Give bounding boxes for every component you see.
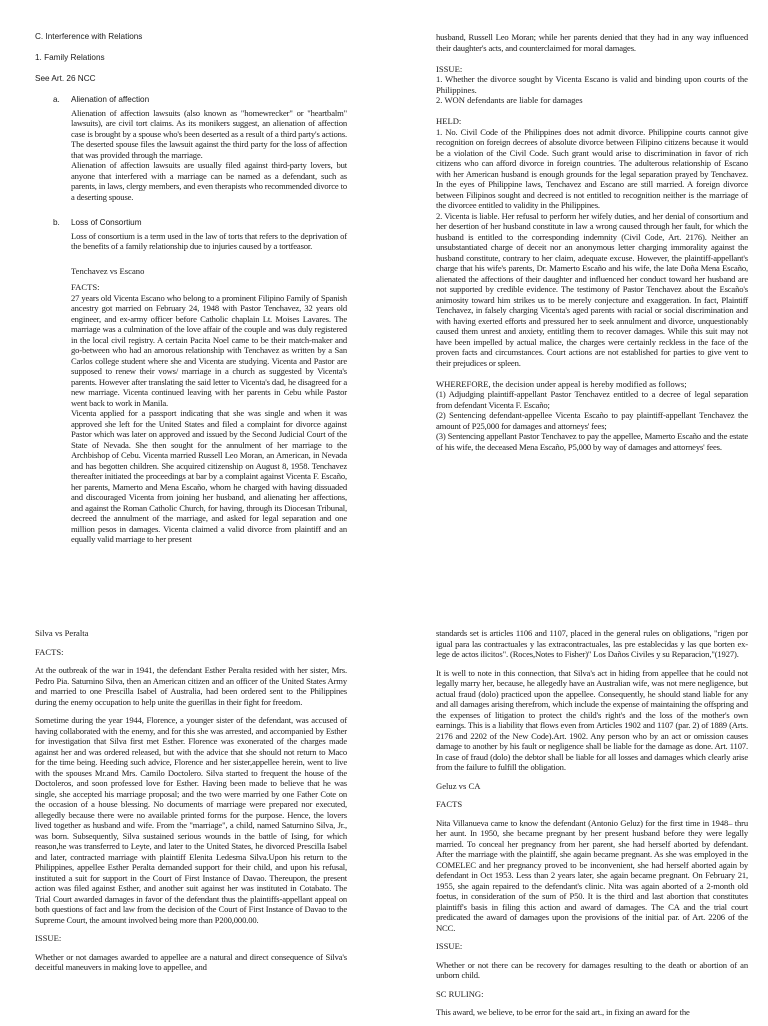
column-bottom-left (35, 628, 347, 981)
paragraph: Whether or not damages awarded to appellee are a natural and direct consequence of Silva's deceitful maneuvers in making love to appellee, and (35, 951, 347, 972)
case-title: Geluz vs CA (436, 780, 481, 791)
issue-item: 1. Whether the divorce sought by Vicenta Escano is valid and binding upon courts of the Philippines. (436, 74, 748, 95)
dispositive-item: (2) Sentencing defendant-appellee Vicenta Escaño to pay plaintiff-appellant Tenchavez the amount of P25,000 for damages and attorneys' fees; (436, 410, 748, 431)
issue-label: ISSUE: (436, 63, 463, 74)
column-top-left (35, 32, 347, 545)
paragraph: 1. No. Civil Code of the Philippines does not admit divorce. Philippine courts cannot give recognition on foreign decrees of absolute divorce between Filipino citizens because it would be a violation of the Civil Code. Such grant would arise to discrimination in favor of rich citizens who can afford divorce in foreign countries. The adulterous relationship of Escano with her American husband is enough grounds for the legal separation prayed by Tenchavez. In the eyes of Philippine laws, Tenchavez and Escano are still married. A foreign divorce between Filipinos sought and decreed is not entitled to recognition neither is the marriage of the divorcee entitled to validity in the Philippines. (436, 126, 748, 210)
paragraph: Sometime during the year 1944, Florence, a younger sister of the defendant, was accused of having collaborated with the enemy, and for this she was arrested, and accompanied by Esther for investigation that Silva first met Esther. Florence was exonerated of the charges made against her and was ordered released, but with the advice that she should not return to Maco for the time being. Heeding such advice, Florence and her sister,appellee herein, went to live with the spouses Mr.and Mrs. Camilo Doctolero. Silva started to frequent the house of the Doctoleros, and soon professed love for Esther. Having been made to believe that he was single, she accepted his marriage proposal; and the two were married by one Father Cote on the occasion of a house blessing. No documents of marriage were prepared nor executed, allegedly because there were no available printed forms for the purpose. Hence, the lovers lived together as husband and wife. From the "marriage", a child, named Saturnino Silva, Jr., was born. Subsequently, Silva sustained serious wounds in the battle of Ising, for which reason,he was transferred to Leyte, and later to the United States, he divorced Prescilla Isabel and later, contracted marriage with plaintiff Elenita Ledesma Silva.Upon his return to the Philippines, appellee Esther Peralta demanded support for their child, and upon his refusal, instituted a suit for support in the Court of First Instance of Davao. Thereupon, the present action was filed against Esther, and another suit against her was instituted in Cotabato. The Trial Court awarded damages in favor of the defendant thus the plaintiffs-appellant appeal on both questions of fact and law from the decision of the Court of First Instance of Davao to the Supreme Court, the amount involved being more than P200,000.00. (35, 715, 347, 925)
paragraph: Whether or not there can be recovery for damages resulting to the death or abortion of an unborn child. (436, 959, 748, 980)
list-item-title: Alienation of affection (71, 95, 150, 104)
list-item-b-header (35, 218, 347, 229)
paragraph: Alienation of affection lawsuits are usually filed against third-party lovers, but anyone that interfered with a marriage can be named as a defendant, such as parents, in laws, clergy members, and even therapists who recommended divorce to a deserting spouse. (71, 160, 347, 202)
list-item-a-body (35, 108, 347, 203)
held-label: HELD: (436, 116, 462, 126)
paragraph: 27 years old Vicenta Escano who belong to a prominent Filipino Family of Spanish ancestry got married on February 24, 1948 with Pastor Tenchavez, 32 years old engineer, and ex-army officer before Catholic chaplain Lt. Moises Lavares. The marriage was a culmination of the love affair of the couple and was duly registered in the local civil registry. A certain Pacita Noel came to be their match-maker and go-between who had an amorous relationship with Tenchavez as written by a San Carlos college student where she and Vicenta are studying. Vicenta and Pastor are supposed to renew their vows/ marriage in a church as suggested by Vicenta's parents. However after translating the said letter to Vicenta's dad, he disagreed for a new marriage. Vicenta continued leaving with her parents in Cebu while Pastor went back to work in Manila. (71, 292, 347, 408)
section-heading: C. Interference with Relations (35, 32, 143, 41)
dispositive-intro: WHEREFORE, the decision under appeal is hereby modified as follows; (436, 378, 687, 389)
ruling-label: SC RULING: (436, 988, 484, 999)
issue-label: ISSUE: (436, 941, 463, 951)
facts-label: FACTS (436, 799, 463, 809)
paragraph: standards set is articles 1106 and 1107, placed in the general rules on obligations, "rigen por igual para las contractuales y las extracontractuales, las pre establecidas y las que borten ex-lege de actos ilicitos". (Roces,Notes to Fisher)" Los Daños Civiles y su Reparacion,"(1927). (436, 628, 748, 659)
case-title: Tenchavez vs Escano (71, 265, 145, 276)
case-block (35, 266, 347, 545)
dispositive-item: (1) Adjudging plaintiff-appellant Pastor Tenchavez entitled to a decree of legal separation from defendant Vicenta F. Escaño; (436, 389, 748, 410)
paragraph: Vicenta applied for a passport indicating that she was single and when it was approved she left for the United States and filed a complaint for divorce against Pastor which was later on approved and issued by the Second Judicial Court of the State of Nevada. She then sought for the annulment of her marriage to the Archbishop of Cebu. Vicenta married Russell Leo Moran, an American, in Nevada and has begotten children. She acquired citizenship on August 8, 1958. Tenchavez thereafter initiated the proceedings at bar by a complaint against Vicenta F. Escaño, her parents, Mamerto and Mena Escaño, whom he charged with having dissuaded and discouraged Vicenta from joining her husband, and alienating her affections, and against the Roman Catholic Church, for having, through its Diocesan Tribunal, decreed the annulment of the marriage, and asked for legal separation and one million pesos in damages. Vicenta claimed a valid divorce from plaintiff and an equally valid marriage to her present (71, 408, 347, 544)
list-item-letter: b. (53, 218, 60, 227)
subsection-heading: 1. Family Relations (35, 53, 105, 62)
paragraph: This award, we believe, to be error for the said art., in fixing an award for the (436, 1007, 690, 1017)
article-reference: See Art. 26 NCC (35, 74, 96, 83)
paragraph: husband, Russell Leo Moran; while her parents denied that they had in any way influenced their daughter's acts, and counterclaimed for moral damages. (436, 32, 748, 53)
facts-label: FACTS: (35, 646, 64, 657)
issue-item: 2. WON defendants are liable for damages (436, 95, 583, 105)
paragraph: Alienation of affection lawsuits (also known as "homewrecker" or "heartbalm" lawsuits), are civil tort claims. As its monikers suggest, an alienation of affection case is brought by a spouse who's been deserted as a result of a third party's actions. The deserted spouse files the lawsuit against the third party for the loss of affection that was provided through the marriage. (71, 107, 347, 160)
paragraph: At the outbreak of the war in 1941, the defendant Esther Peralta resided with her sister, Mrs. Pedro Pia. Saturnino Silva, then an American citizen and an officer of the United States Army and married to one Prescilla Isabel of Australia, had been ordered sent to the Philippines during the enemy occupation to help unite the guerillas in their fight for freedom. (35, 665, 347, 707)
paragraph: 2. Vicenta is liable. Her refusal to perform her wifely duties, and her denial of consortium and her desertion of her husband constitute in law a wrong caused through her fault, for which the husband is entitled to the corresponding indemnity (Civil Code, Art. 2176). Neither an unsubstantiated charge of deceit nor an anonymous letter charging immorality against the husband constitute, contrary to her claim, adequate excuse. However, the plaintiff-appellant's charge that his wife's parents, Dr. Mamerto Escaño and his wife, the late Doña Mena Escaño, alienated the affections of their daughter and influenced her conduct toward her husband are not supported by credible evidence. The testimony of Pastor Tenchavez about the Escaño's animosity toward him strikes us to be merely conjecture and exaggeration. In fact, Plaintiff Tenchavez, in falsely charging Vicenta's aged parents with racial or social discrimination and with having exerted efforts and pressured her to seek annulment and divorce, unquestionably caused them unrest and anxiety, entitling them to recover damages. While this suit may not have been impelled by actual malice, the charges were certainly reckless in the face of the proven facts and circumstances. Court actions are not established for parties to give vent to their prejudices or spleen. (436, 210, 748, 368)
paragraph: It is well to note in this connection, that Silva's act in hiding from appellee that he could not legally marry her, because, he allegedly have an Australian wife, was not mere negligence, but actual fraud (dolo) practiced upon the appellee. Consequently, he should stand liable for any and all damages arising therefrom, which include the expense of maintaining the offspring and the expenses of litigation to protect the child's right's and the loss of the mother's own earnings. This is a liability that flows even from Articles 1902 and 1107 (par. 2) of 1889 (Arts. 2176 and 2202 of the New Code).Art. 1902. Any person who by an act or omission causes damage to another by his fault or negligence shall be liable for the damage as done. Art. 1107. In case of fraud (dolo) the debtor shall be liable for all losses and damages which clearly arise from the failure to fulfill the obligation. (436, 667, 748, 772)
list-item-letter: a. (53, 95, 60, 104)
facts-label: FACTS: (71, 282, 100, 292)
paragraph: Loss of consortium is a term used in the law of torts that refers to the deprivation of the benefits of a family relationship due to injuries caused by a tortfeasor. (71, 230, 347, 251)
paragraph: Nita Villanueva came to know the defendant (Antonio Geluz) for the first time in 1948– thru her aunt. In 1950, she became pregnant by her present husband before they were legally married. To conceal her pregnancy from her parent, she had herself aborted by defendant. After the marriage with the plaintiff, she again became pregnant. As she was employed in the COMELEC and her pregnancy proved to be inconvenient, she had herself aborted again by defendant in Oct 1953. Less than 2 years later, she again became pregnant. On February 21, 1955, she again repaired to the defendant's clinic. Nita was again aborted of a 2-month old foetus, in consideration of the sum of P50. It is the third and last abortion that constitutes plaintiff's basis in filing this action and award of damages. The CA and the trial court predicated the award of damages upon the provisions of the initial par. of Art. 2206 of the NCC. (436, 817, 748, 933)
list-item-title: Loss of Consortium (71, 218, 142, 227)
list-item-a-header (35, 95, 347, 106)
issue-label: ISSUE: (35, 933, 62, 943)
column-top-right (436, 32, 748, 452)
dispositive-item: (3) Sentencing appellant Pastor Tenchavez to pay the appellee, Mamerto Escaño and the estate of his wife, the deceased Mena Escaño, P5,000 by way of damages and attorneys' fees. (436, 431, 748, 452)
column-bottom-right (436, 628, 748, 1026)
list-item-b-body (35, 231, 347, 252)
case-title: Silva vs Peralta (35, 628, 89, 638)
